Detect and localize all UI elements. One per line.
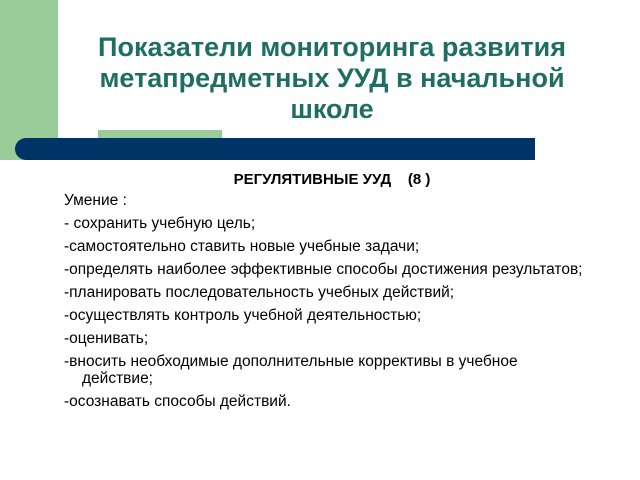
list-item: -определять наиболее эффективные способы достижения результатов; bbox=[64, 261, 583, 278]
list-item: - сохранить учебную цель; bbox=[64, 215, 256, 232]
list-item: -оценивать; bbox=[64, 330, 149, 347]
list-item: -планировать последовательность учебных действий; bbox=[64, 284, 455, 301]
section-heading: РЕГУЛЯТИВНЫЕ УУД (8 ) bbox=[233, 171, 431, 188]
list-item: -осознавать способы действий. bbox=[64, 393, 291, 410]
list-item: -самостоятельно ставить новые учебные задачи; bbox=[64, 238, 420, 255]
list-intro: Умение : bbox=[64, 192, 127, 209]
list-item: -вносить необходимые дополнительные коррективы в учебное действие; bbox=[64, 353, 518, 387]
skills-list bbox=[64, 192, 584, 416]
decorative-navy-bar bbox=[15, 138, 535, 160]
slide-title: Показатели мониторинга развития метапредметных УУД в начальной школе bbox=[98, 32, 566, 124]
list-item: -осуществлять контроль учебной деятельностью; bbox=[64, 307, 422, 324]
